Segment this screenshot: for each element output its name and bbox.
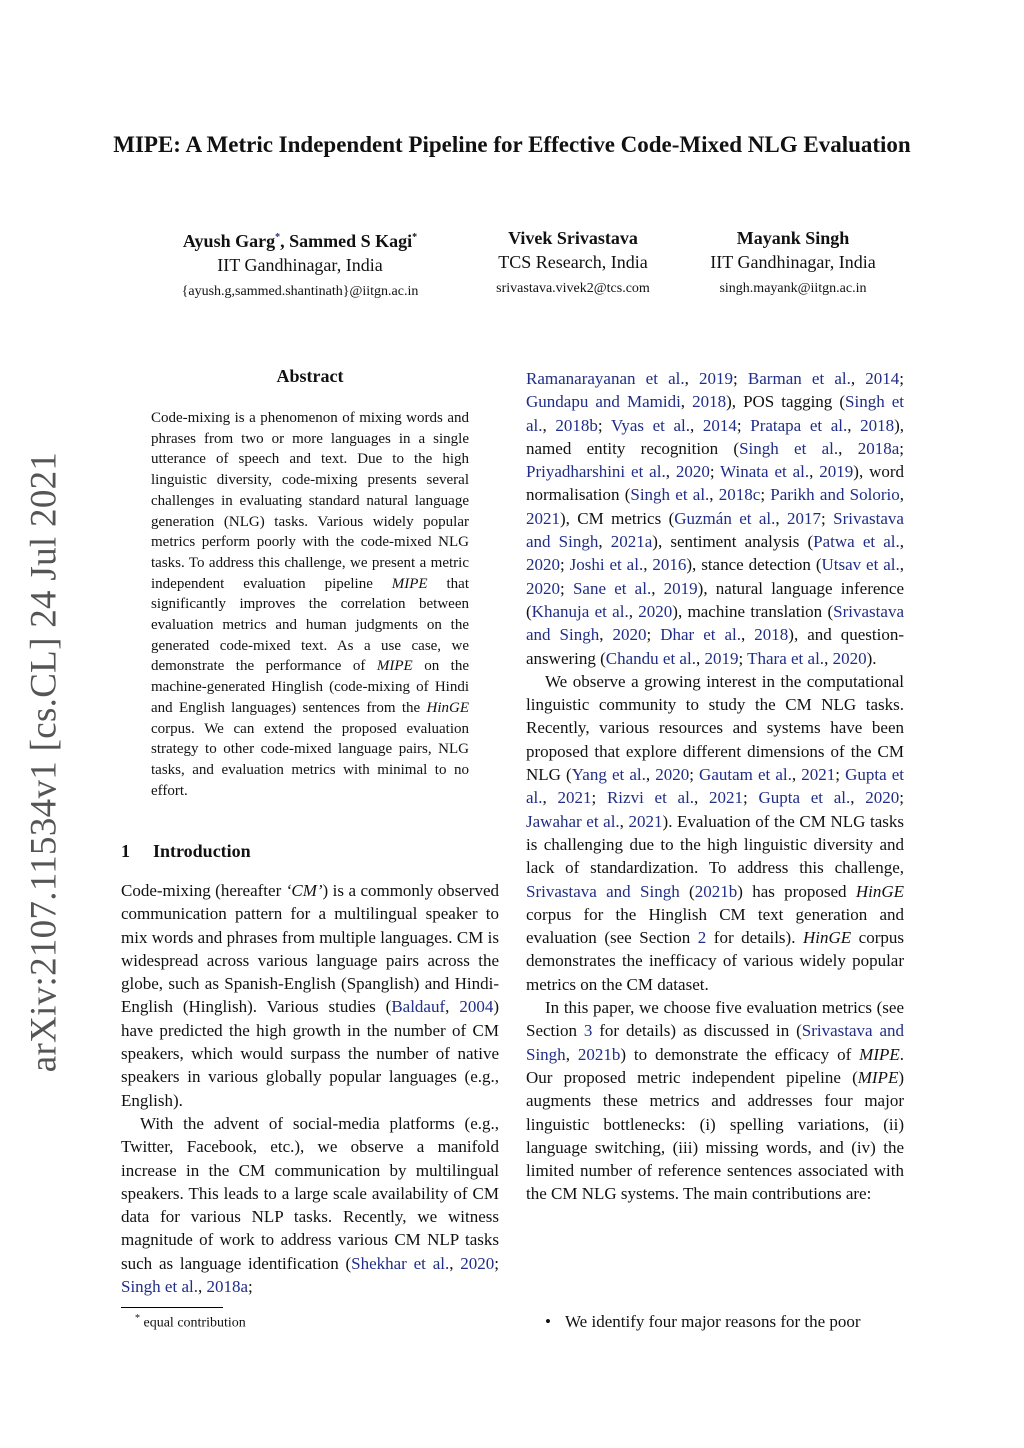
abstract-text: Code-mixing is a phenomenon of mixing words and phrases from two or more languages in a single utterance of speech and text. Due to the high linguistic diversity, code-mixing presents several challenges in evaluating standard natural language generation (NLG) tasks. Various widely popular metrics perform poorly with the code-mixed NLG tasks. To address this challenge, we present a metric independent evaluation pipeline MIPE that significantly improves the correlation between evaluation metrics and human judgments on the generated code-mixed text. As a use case, we demonstrate the performance of MIPE on the machine-generated Hinglish (code-mixing of Hindi and English languages) sentences from the HinGE corpus. We can extend the proposed evaluation strategy to other code-mixed language pairs, NLG tasks, and evaluation metrics with minimal to no effort. [151,410,470,799]
paper-title: MIPE: A Metric Independent Pipeline for Effective Code-Mixed NLG Evaluation [113,132,911,157]
author-email: srivastava.vivek2@tcs.com [496,281,650,296]
author-block-1 [150,226,450,304]
contribution-bullet [545,1310,903,1333]
section-number: 1 [121,841,130,861]
right-column-body: Ramanarayanan et al., 2019; Barman et al., 2014; Gundapu and Mamidi, 2018), POS tagging (Singh et al., 2018b; Vyas et al., 2014; Pratapa et al., 2018), named entity recognition (Singh et al., 2018a; Priyadharshini et al., 2020; Winata et al., 2019), word normalisation (Singh et al., 2018c; Parikh and Solorio, 2021), CM metrics (Guzmán et al., 2017; Srivastava and Singh, 2021a), sentiment analysis (Patwa et al., 2020; Joshi et al., 2016), stance detection (Utsav et al., 2020; Sane et al., 2019), natural language inference (Khanuja et al., 2020), machine translation (Srivastava and Singh, 2020; Dhar et al., 2018), and question-answering (Chandu et al., 2019; Thara et al., 2020). We observe a growing interest in the computational linguistic community to study the CM NLG tasks. Recently, various resources and systems have been proposed that explore different dimensions of the CM NLG (Yang et al., 2020; Gautam et al., 2021; Gupta et al., 2021; Rizvi et al., 2021; Gupta et al., 2020; Jawahar et al., 2021). Evaluation of the CM NLG tasks is challenging due to the high linguistic diversity and lack of standardization. To address this challenge, Srivastava and Singh (2021b) has proposed HinGE corpus for the Hinglish CM text generation and evaluation (see Section 2 for details). HinGE corpus demonstrates the inefficacy of various widely popular metrics on the CM dataset. In this paper, we choose five evaluation metrics (see Section 3 for details) as discussed in (Srivastava and Singh, 2021b) to demonstrate the efficacy of MIPE. Our proposed metric independent pipeline (MIPE) augments these metrics and addresses four major linguistic bottlenecks: (i) spelling variations, (ii) language switching, (iii) missing words, and (iv) the limited number of reference sentences associated with the CM NLG systems. The main contributions are: [526,369,905,1204]
author-names: Mayank Singh [736,228,850,248]
author-affiliation: IIT Gandhinagar, India [710,252,876,272]
abstract-heading: Abstract [276,366,344,386]
author-block-3 [688,226,898,301]
author-affiliation: TCS Research, India [498,252,648,272]
left-column-body: Code-mixing (hereafter ‘CM’) is a commonly observed communication pattern for a multilingual speaker to mix words and phrases from multiple languages. CM is widespread across various language pairs across the globe, such as Spanish-English (Spanglish) and Hindi-English (Hinglish). Various studies (Baldauf, 2004) have predicted the high growth in the number of CM speakers, which would surpass the number of native speakers in various globally popular languages (e.g., English). With the advent of social-media platforms (e.g., Twitter, Facebook, etc.), we observe a manifold increase in the CM communication by multilingual speakers. This leads to a large scale availability of CM data for various NLP tasks. Recently, we witness magnitude of work to address various CM NLP tasks such as language identification (Shekhar et al., 2020; Singh et al., 2018a; [121,881,499,1297]
footnote: * equal contribution [135,1313,246,1331]
arxiv-identifier: arXiv:2107.11534v1 [cs.CL] 24 Jul 2021 [23,451,65,1073]
bullet-marker: • [545,1312,551,1331]
arxiv-sidebar [14,451,74,1073]
section-heading [121,841,251,862]
author-email: singh.mayank@iitgn.ac.in [719,281,867,296]
author-names: Ayush Garg*, Sammed S Kagi* [182,231,418,251]
bullet-text: We identify four major reasons for the poor [565,1312,861,1331]
author-email: {ayush.g,sammed.shantinath}@iitgn.ac.in [181,284,419,299]
author-names: Vivek Srivastava [508,228,638,248]
section-title: Introduction [153,841,251,861]
author-block-2 [463,226,683,301]
author-affiliation: IIT Gandhinagar, India [217,255,383,275]
footnote-rule [121,1307,223,1308]
